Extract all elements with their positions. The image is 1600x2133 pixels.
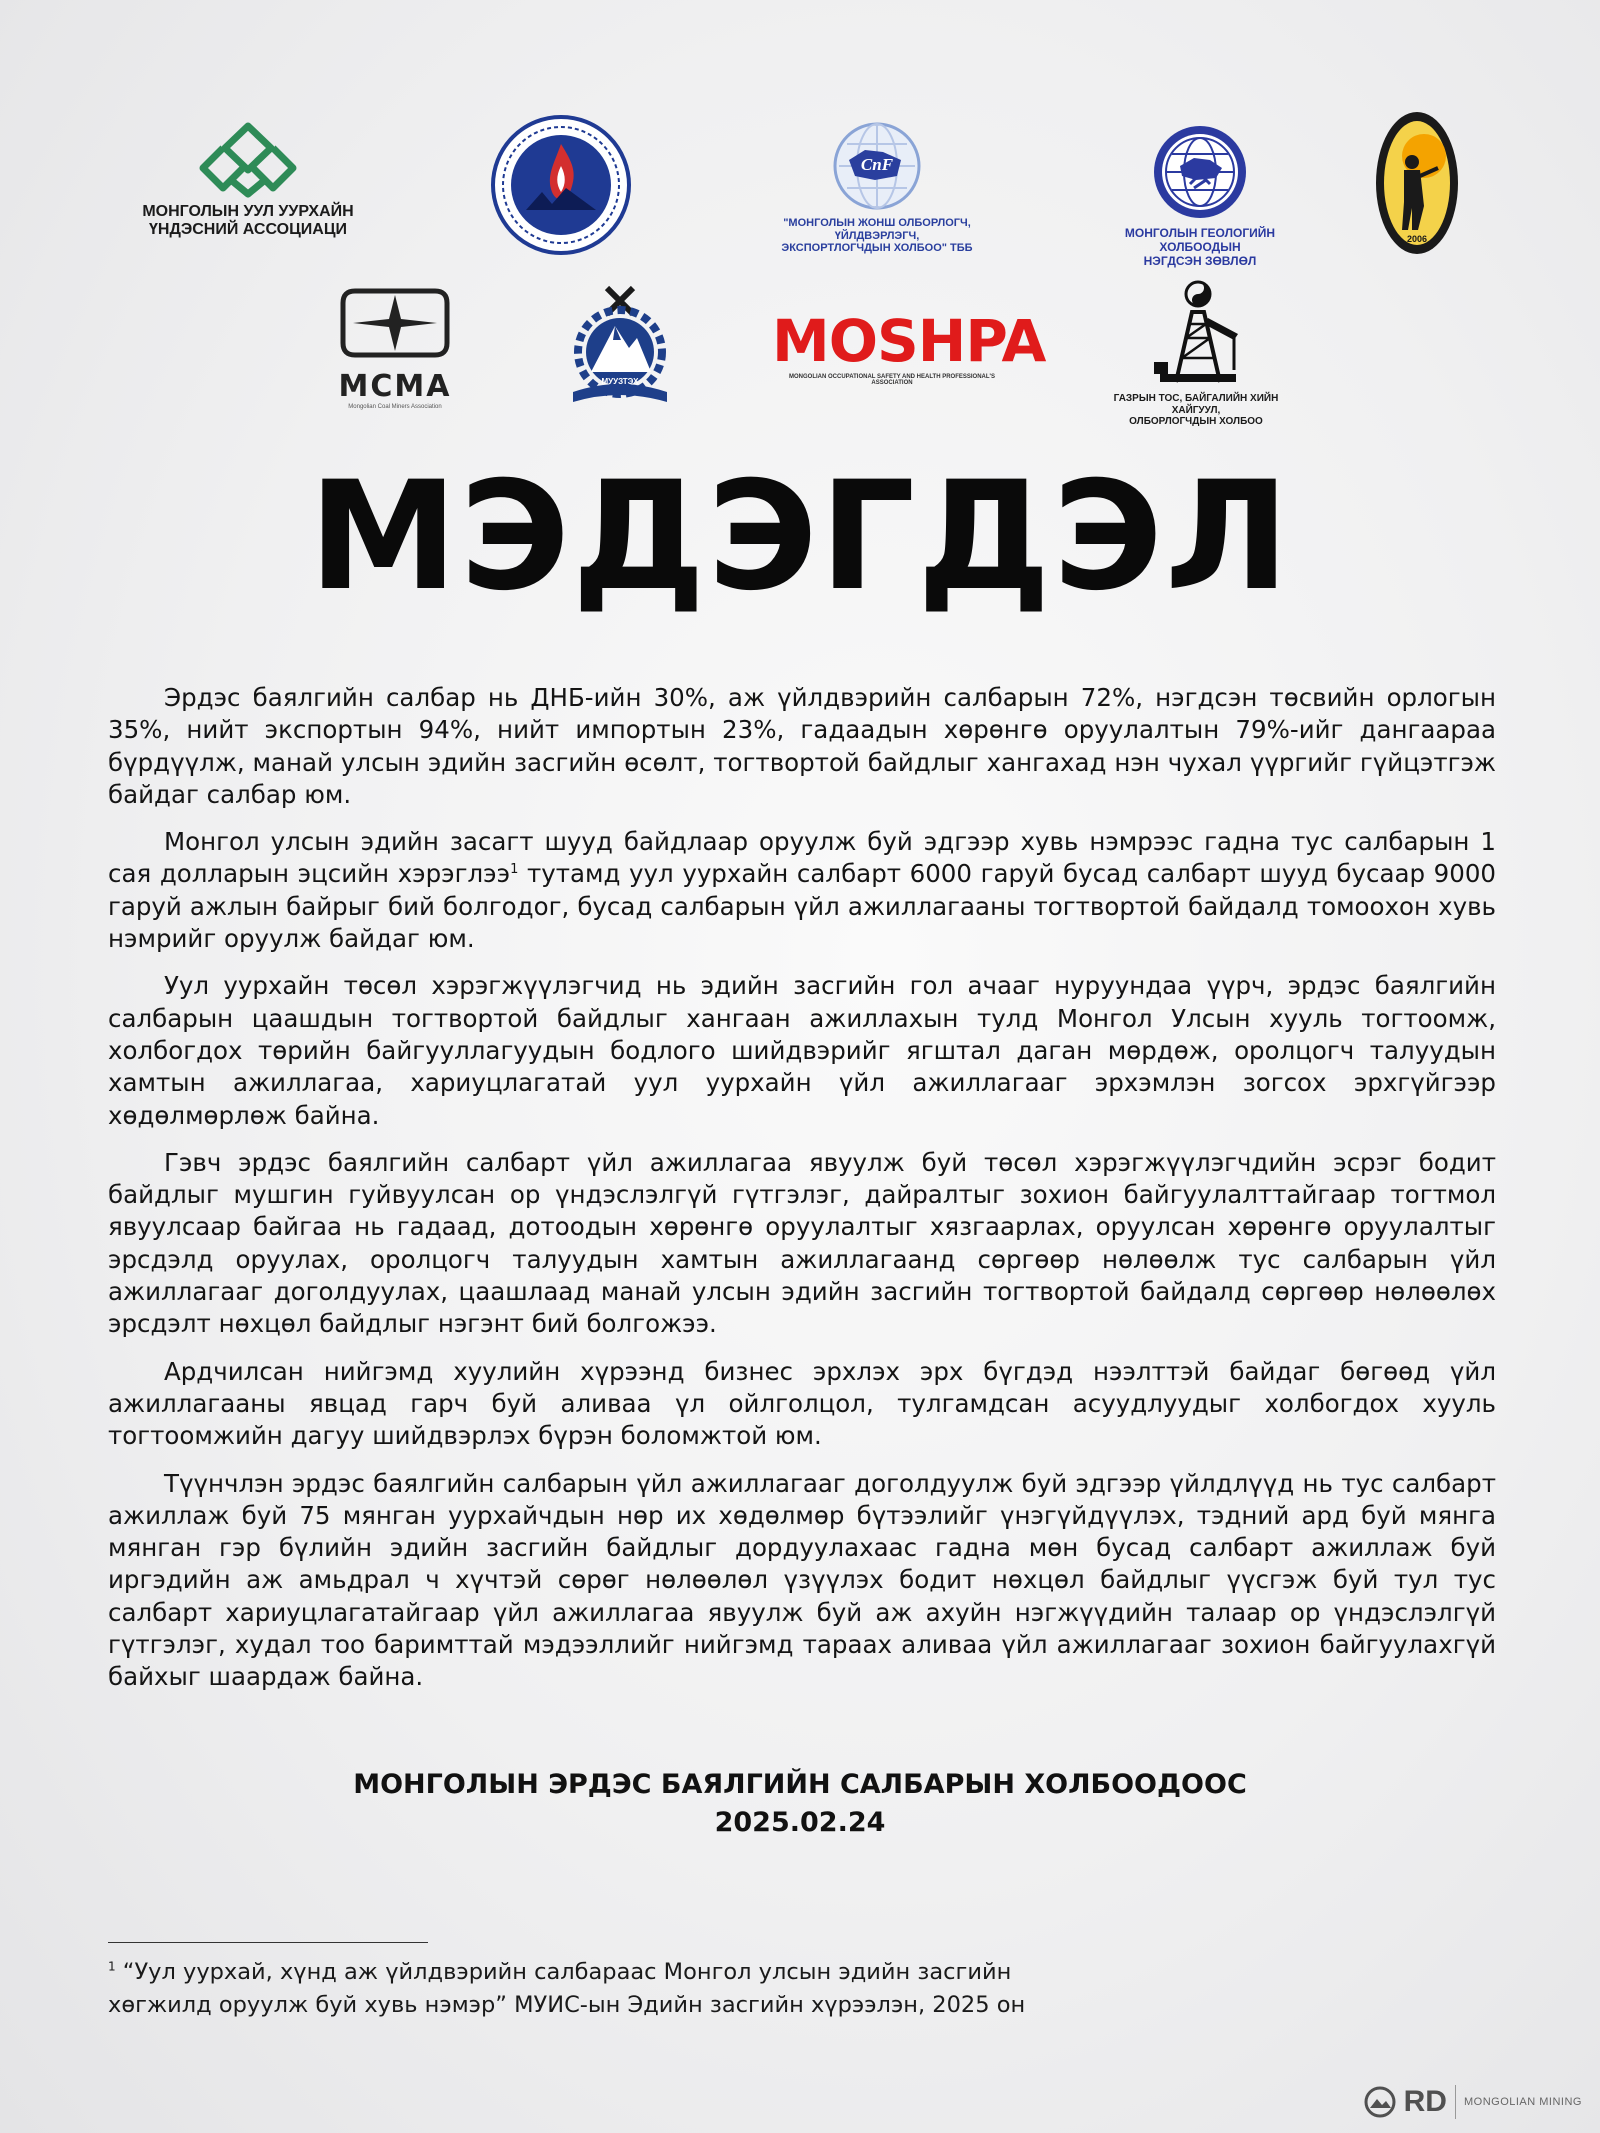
paragraph-2-part-a: Монгол улсын эдийн засагт шууд байдлаар оруулж буй эдгээр хувь нэмрээс гадна тус салбарын 1 сая долларын эцсийн хэрэглээ [108,827,1496,889]
mcma-subtitle: Mongolian Coal Miners Association [348,404,442,410]
logo-geology-union [1374,110,1460,261]
geology-globe-icon [1150,122,1250,222]
watermark-rd: RD [1403,2085,1447,2118]
signature-date: 2025.02.24 [714,1807,886,1838]
mountain-gear-icon [555,280,685,410]
mountain-circle-icon [1364,2086,1396,2118]
paragraph-2-part-b: тутамд уул уурхайн салбарт 6000 гаруй бусад салбарт шууд бусаар 9000 гаруй ажлын байрыг бий болгодог, бусад салбарын үйл ажиллагааны тогтвортой байдалд томоохон хувь нэмрийг оруулж байдаг юм. [108,859,1496,954]
knot-emblem-icon [193,118,303,198]
paragraph-3: Уул уурхайн төсөл хэрэгжүүлэгчид нь эдийн засгийн гол ачааг нуруундаа үүрч, эрдэс баялгийн салбарын цаашдын тогтвортой байдлыг хангаан ажиллахын тулд Монгол Улсын хууль тогтоомж, холбогдох төрийн байгууллагуудын бодлого шийдвэрийг ягштал даган мөрдөж, оролцогч талуудын хамтын ажиллагаа, хариуцлагатай уул уурхайн үйл ажиллагааг эрхэмлэн зогсох эрхгүйгээр хөдөлмөрлөж байна. [108,971,1496,1130]
watermark-separator [1455,2085,1456,2119]
footnote-line1: “Уул уурхай, хүнд аж үйлдвэрийн салбараас Монгол улсын эдийн засгийн [122,1959,1012,1985]
paragraph-6: Түүнчлэн эрдэс баялгийн салбарын үйл ажиллагааг доголдуулж буй эдгээр үйлдлүүд нь тус салбарт ажиллаж буй 75 мянган уурхайчдын нөр их хөдөлмөр бүтээлийг үнэгүйдүүлэх, тэдний ард буй мянга мянган гэр бүлийн эдийн засгийн байдлыг дордуулахаас гадна мөн бусад салбарт ажиллаж буй иргэдийн аж амьдрал ч хүчтэй сөрөг нөлөөлөл үзүүлэх бодит нөхцөл байдлыг үүсгэж буй тул тус салбарт хариуцлагатайгаар үйл ажиллагаа явуулж буй аж ахуйн нэгжүүдийн талаар ор үндэслэлгүй гүтгэлэг, худал тоо баримттай мэдээллийг нийгэмд тараах аливаа үйл ажиллагааг зохион байгуулахгүй байхыг шаардаж байна. [108,1468,1496,1692]
logo-coal-sector-of-mongolia [488,114,634,261]
page-title: МЭДЭГДЭЛ [308,450,1292,624]
logo-caption-line1: МОНГОЛЫН УУЛ УУРХАЙН [142,203,354,220]
cnf-mark-text: CnF [860,155,894,174]
watermark-brand: MONGOLIAN MINING [1463,2096,1582,2108]
muutex-mark-text: МУУЗТЭХ [601,377,639,386]
coal-sector-seal-icon [490,114,632,256]
paragraph-5: Ардчилсан нийгэмд хуулийн хүрээнд бизнес эрхлэх эрх бүгдэд нээлттэй байдаг бөгөөд үйл ажиллагааны явцад гарч буй аливаа үл ойлголцол, тулгамдсан асуудлуудыг холбогдох хууль тогтоомжийн дагуу шийдвэрлэх бүрэн боломжтой юм. [108,1356,1496,1451]
logo-mcma [330,285,460,410]
footnote-ref: 1 [510,862,519,878]
oil-rig-icon [1146,278,1246,388]
logo-oil-gas-exploration-association [1096,278,1296,428]
signature-block [0,1766,1600,1842]
logo-caption-line2: НЭГДСЭН ЗӨВЛӨЛ [1143,253,1257,268]
logo-caption-line1: ГАЗРЫН ТОС, БАЙГАЛИЙН ХИЙН ХАЙГУУЛ, [1113,393,1279,416]
logo-caption-line1: МОНГОЛЫН ГЕОЛОГИЙН ХОЛБООДЫН [1124,226,1276,254]
logo-caption-line2: ОЛБОРЛОГЧДЫН ХОЛБОО [1129,416,1263,427]
logo-caption-line2: ЭКСПОРТЛОГЧДЫН ХОЛБОО" ТББ [781,242,973,255]
logo-mongolian-national-mining-association [128,118,368,240]
footnote-mark: 1 [108,1959,116,1974]
paragraph-4: Гэвч эрдэс баялгийн салбарт үйл ажиллагаа явуулж буй төсөл хэрэгжүүлэгчдийн эсрэг бодит байдлыг мушгин гуйвуулсан ор үндэслэлгүй гүтгэлэг, дайралтыг зохион байгуулалттайгаар тогтмол явуулсаар байгаа нь гадаад, дотоодын хөрөнгө оруулалтыг хязгаарлах, оруулсан хөрөнгө оруулалтыг эрсдэлд оруулах, оролцогч талуудын хамтын ажиллагаанд сөргөөр нөлөөлж тус салбарын үйл ажиллагааг доголдуулах, цаашлаад манай улсын эдийн засгийн тогтвортой байдалд сөргөөр нөлөөлөх эрсдэлт нөхцөл байдлыг нэгэнт бий болгожээ. [108,1147,1496,1339]
globe-cnf-icon [831,120,923,212]
logo-moshpa [772,307,1046,386]
moshpa-mark: MOSHPA [772,307,1046,375]
footnote [108,1956,1208,2022]
footnote-divider [108,1942,428,1943]
signature-org: МОНГОЛЫН ЭРДЭС БАЯЛГИЙН САЛБАРЫН ХОЛБООДООС [353,1769,1247,1800]
logo-geological-associations-council [1100,122,1300,268]
star-badge-icon [337,285,453,367]
logo-caption-line2: ҮНДЭСНИЙ АССОЦИАЦИ [148,221,348,239]
logo-muutex [555,280,685,415]
logo-cnf-association [752,120,1002,255]
geologist-oval-icon [1374,110,1460,256]
watermark [1364,2085,1582,2119]
logo-year-text: 2006 [1406,234,1428,244]
footnote-line2: хөгжилд оруулж буй хувь нэмэр” МУИС-ын Эдийн засгийн хүрээлэн, 2025 он [108,1992,1026,2018]
mcma-mark: MCMA [338,369,452,404]
logo-caption-line1: "МОНГОЛЫН ЖОНШ ОЛБОРЛОГЧ, ҮЙЛДВЭРЛЭГЧ, [783,217,971,242]
paragraph-1: Эрдэс баялгийн салбар нь ДНБ-ийн 30%, аж үйлдвэрийн салбарын 72%, нэгдсэн төсвийн орлогын 35%, нийт экспортын 94%, нийт импортын 23%, гадаадын хөрөнгө оруулалтын 79%-ийг дангаараа бүрдүүлж, манай улсын эдийн засгийн өсөлт, тогтвортой байдлыг хангахад нэн чухал үүргийг гүйцэтгэж байдаг салбар юм. [108,683,1496,809]
moshpa-subtitle: MONGOLIAN OCCUPATIONAL SAFETY AND HEALTH PROFESSIONAL'S ASSOCIATION [789,374,995,386]
statement-body [108,682,1496,1709]
paragraph-2 [108,826,1496,955]
